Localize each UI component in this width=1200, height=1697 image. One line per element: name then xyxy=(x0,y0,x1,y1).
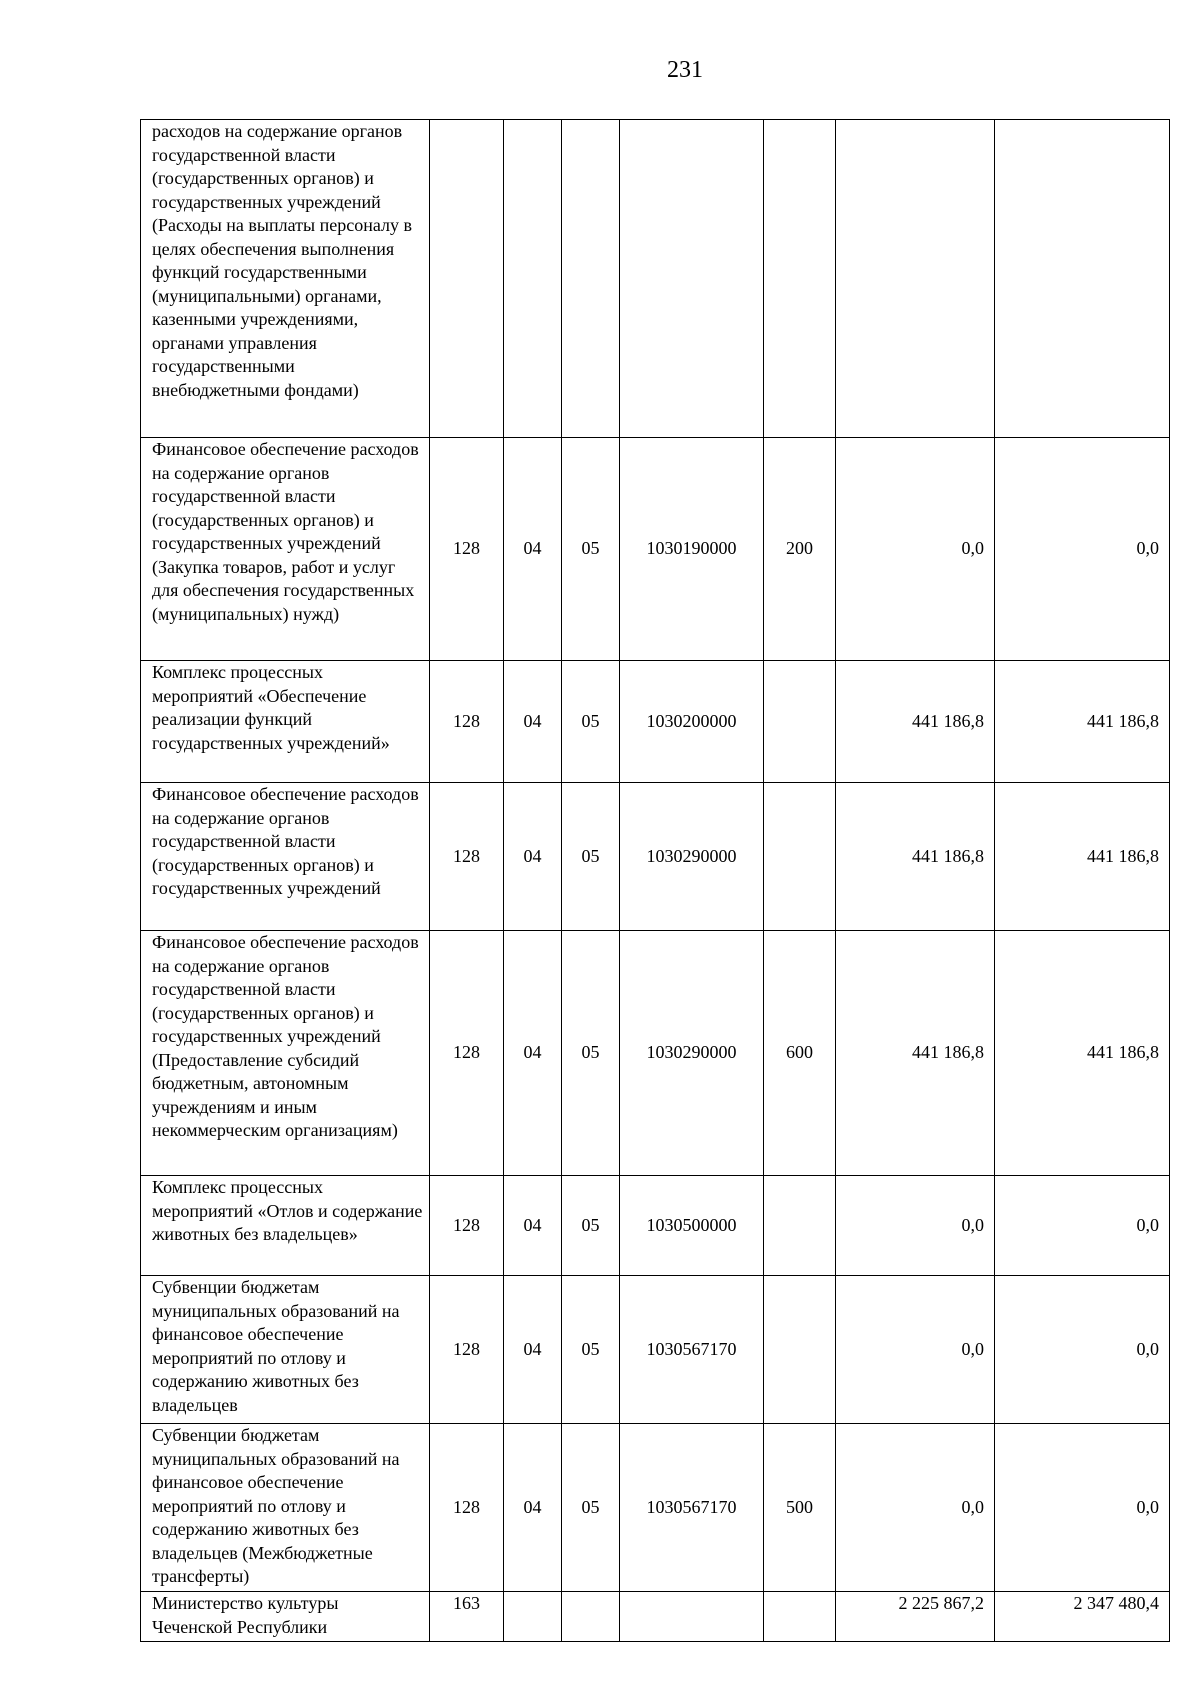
row-name: расходов на содержание органов государственной власти (государственных органов) и государственных учреждений (Расходы на выплаты персоналу в целях обеспечения выполнения функций государственными (муниципальными) органами, казенными учреждениями, органами управления государственными внебюджетными фондами) xyxy=(141,120,430,438)
row-name: Финансовое обеспечение расходов на содержание органов государственной власти (государственных органов) и государственных учреждений xyxy=(141,783,430,931)
amount-year-1: 441 186,8 xyxy=(836,661,995,783)
grbs-code: 128 xyxy=(430,783,504,931)
row-name: Комплекс процессных мероприятий «Обеспечение реализации функций государственных учреждений» xyxy=(141,661,430,783)
expense-type-code xyxy=(764,120,836,438)
amount-year-1: 441 186,8 xyxy=(836,931,995,1176)
subsection-code: 05 xyxy=(562,438,620,661)
target-article-code: 1030500000 xyxy=(620,1176,764,1276)
row-name: Субвенции бюджетам муниципальных образований на финансовое обеспечение мероприятий по отлову и содержанию животных без владельцев (Межбюджетные трансферты) xyxy=(141,1424,430,1592)
amount-year-1 xyxy=(836,120,995,438)
subsection-code: 05 xyxy=(562,783,620,931)
section-code: 04 xyxy=(504,931,562,1176)
table-row xyxy=(141,1276,1170,1424)
target-article-code: 1030190000 xyxy=(620,438,764,661)
expense-type-code xyxy=(764,661,836,783)
row-name: Субвенции бюджетам муниципальных образований на финансовое обеспечение мероприятий по отлову и содержанию животных без владельцев xyxy=(141,1276,430,1424)
amount-year-2 xyxy=(995,120,1170,438)
table-row xyxy=(141,1424,1170,1592)
row-name: Финансовое обеспечение расходов на содержание органов государственной власти (государственных органов) и государственных учреждений (Закупка товаров, работ и услуг для обеспечения государственных (муниципальных) нужд) xyxy=(141,438,430,661)
grbs-code: 128 xyxy=(430,438,504,661)
target-article-code: 1030567170 xyxy=(620,1424,764,1592)
amount-year-2: 0,0 xyxy=(995,1424,1170,1592)
section-code: 04 xyxy=(504,1176,562,1276)
amount-year-2: 441 186,8 xyxy=(995,931,1170,1176)
amount-year-2: 441 186,8 xyxy=(995,661,1170,783)
grbs-code: 128 xyxy=(430,1424,504,1592)
amount-year-2: 0,0 xyxy=(995,1276,1170,1424)
row-name: Министерство культуры Чеченской Республики xyxy=(141,1592,430,1642)
section-code: 04 xyxy=(504,1276,562,1424)
subsection-code: 05 xyxy=(562,661,620,783)
grbs-code: 128 xyxy=(430,1276,504,1424)
section-code: 04 xyxy=(504,1424,562,1592)
amount-year-1: 0,0 xyxy=(836,1176,995,1276)
subsection-code: 05 xyxy=(562,931,620,1176)
amount-year-2: 0,0 xyxy=(995,1176,1170,1276)
section-code xyxy=(504,120,562,438)
table-row xyxy=(141,1592,1170,1642)
row-name: Финансовое обеспечение расходов на содержание органов государственной власти (государственных органов) и государственных учреждений (Предоставление субсидий бюджетным, автономным учреждениям и иным некоммерческим организациям) xyxy=(141,931,430,1176)
expense-type-code: 500 xyxy=(764,1424,836,1592)
subsection-code xyxy=(562,1592,620,1642)
amount-year-1: 0,0 xyxy=(836,438,995,661)
expense-type-code xyxy=(764,1276,836,1424)
grbs-code: 128 xyxy=(430,661,504,783)
amount-year-2: 441 186,8 xyxy=(995,783,1170,931)
expense-type-code xyxy=(764,783,836,931)
amount-year-2: 0,0 xyxy=(995,438,1170,661)
target-article-code: 1030290000 xyxy=(620,783,764,931)
subsection-code xyxy=(562,120,620,438)
subsection-code: 05 xyxy=(562,1276,620,1424)
grbs-code xyxy=(430,120,504,438)
expense-type-code: 600 xyxy=(764,931,836,1176)
section-code xyxy=(504,1592,562,1642)
grbs-code: 163 xyxy=(430,1592,504,1642)
subsection-code: 05 xyxy=(562,1176,620,1276)
target-article-code: 1030290000 xyxy=(620,931,764,1176)
table-row xyxy=(141,120,1170,438)
grbs-code: 128 xyxy=(430,1176,504,1276)
table-row xyxy=(141,931,1170,1176)
section-code: 04 xyxy=(504,661,562,783)
grbs-code: 128 xyxy=(430,931,504,1176)
page-number: 231 xyxy=(667,57,703,83)
expense-type-code xyxy=(764,1176,836,1276)
section-code: 04 xyxy=(504,783,562,931)
table-row xyxy=(141,661,1170,783)
target-article-code: 1030200000 xyxy=(620,661,764,783)
expense-type-code: 200 xyxy=(764,438,836,661)
subsection-code: 05 xyxy=(562,1424,620,1592)
amount-year-2: 2 347 480,4 xyxy=(995,1592,1170,1642)
row-name: Комплекс процессных мероприятий «Отлов и содержание животных без владельцев» xyxy=(141,1176,430,1276)
table-row xyxy=(141,438,1170,661)
target-article-code xyxy=(620,1592,764,1642)
target-article-code: 1030567170 xyxy=(620,1276,764,1424)
table-row xyxy=(141,783,1170,931)
budget-table xyxy=(140,119,1170,1642)
expense-type-code xyxy=(764,1592,836,1642)
table-row xyxy=(141,1176,1170,1276)
amount-year-1: 0,0 xyxy=(836,1424,995,1592)
amount-year-1: 0,0 xyxy=(836,1276,995,1424)
target-article-code xyxy=(620,120,764,438)
amount-year-1: 441 186,8 xyxy=(836,783,995,931)
amount-year-1: 2 225 867,2 xyxy=(836,1592,995,1642)
section-code: 04 xyxy=(504,438,562,661)
